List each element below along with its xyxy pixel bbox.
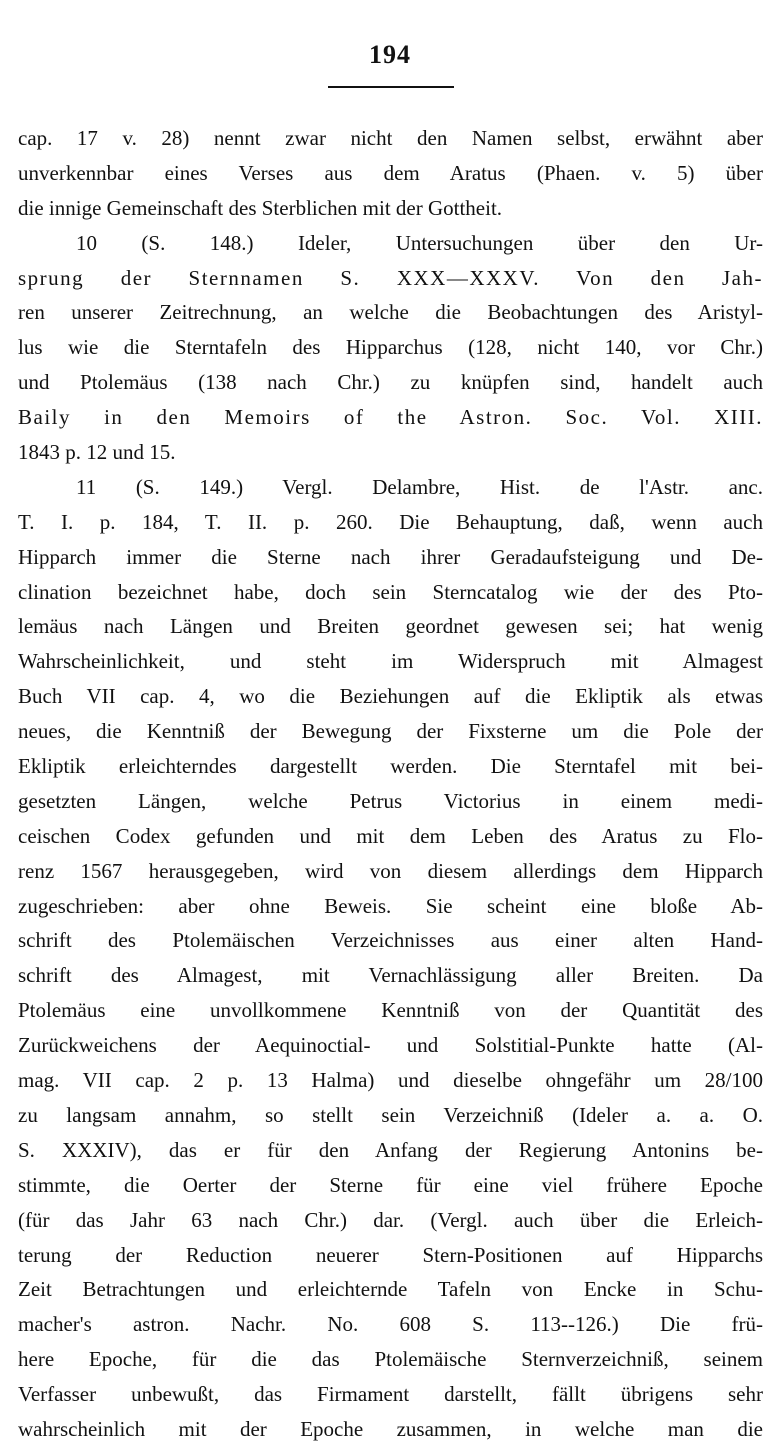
text-line: Baily in den Memoirs of the Astron. Soc. Vol. XIII. — [18, 405, 763, 430]
text-line: schrift des Almagest, mit Vernachlässigung aller Breiten. Da — [18, 963, 763, 988]
text-line: Ptolemäus eine unvollkommene Kenntniß von der Quantität des — [18, 998, 763, 1023]
text-line: Buch VII cap. 4, wo die Beziehungen auf die Ekliptik als etwas — [18, 684, 763, 709]
text-line: renz 1567 herausgegeben, wird von diesem allerdings dem Hipparch — [18, 858, 763, 883]
text-line: S. XXXIV), das er für den Anfang der Regierung Antonins be- — [18, 1137, 763, 1162]
text-line: terung der Reduction neuerer Stern-Positionen auf Hipparchs — [18, 1242, 763, 1267]
text-line: wahrscheinlich mit der Epoche zusammen, in welche man die — [18, 1416, 763, 1441]
text-line: 1843 p. 12 und 15. — [18, 440, 176, 465]
text-line: neues, die Kenntniß der Bewegung der Fixsterne um die Pole der — [18, 719, 763, 744]
text-line: Hipparch immer die Sterne nach ihrer Geradaufsteigung und De- — [18, 544, 763, 569]
text-line: unverkennbar eines Verses aus dem Aratus (Phaen. v. 5) über — [18, 160, 763, 185]
text-line: clination bezeichnet habe, doch sein Sterncatalog wie der des Pto- — [18, 579, 763, 604]
footnote-text — [18, 121, 763, 1447]
text-line: Zeit Betrachtungen und erleichternde Tafeln von Encke in Schu- — [18, 1277, 763, 1302]
text-line: lemäus nach Längen und Breiten geordnet gewesen sei; hat wenig — [18, 614, 763, 639]
text-line: zu langsam annahm, so stellt sein Verzeichniß (Ideler a. a. O. — [18, 1102, 763, 1127]
text-line: die innige Gemeinschaft des Sterblichen mit der Gottheit. — [18, 195, 503, 220]
text-line: Verfasser unbewußt, das Firmament darstellt, fällt übrigens sehr — [18, 1382, 763, 1407]
footnote-10-start: 10 (S. 148.) Ideler, Untersuchungen über den Ur- — [76, 230, 763, 255]
text-line: sprung der Sternnamen S. XXX—XXXV. Von den Jah- — [18, 265, 763, 290]
text-line: Wahrscheinlichkeit, und steht im Widerspruch mit Almagest — [18, 649, 763, 674]
text-line: lus wie die Sterntafeln des Hipparchus (128, nicht 140, vor Chr.) — [18, 335, 763, 360]
text-line: schrift des Ptolemäischen Verzeichnisses aus einer alten Hand- — [18, 928, 763, 953]
text-line: ren unserer Zeitrechnung, an welche die Beobachtungen des Aristyl- — [18, 300, 763, 325]
text-line: cap. 17 v. 28) nennt zwar nicht den Namen selbst, erwähnt aber — [18, 126, 763, 150]
footnote-11-start: 11 (S. 149.) Vergl. Delambre, Hist. de l'Astr. anc. — [76, 474, 763, 499]
text-line: macher's astron. Nachr. No. 608 S. 113--126.) Die frü- — [18, 1312, 763, 1337]
page-number: 194 — [369, 40, 411, 69]
text-line: Ekliptik erleichterndes dargestellt werden. Die Sterntafel mit bei- — [18, 754, 763, 779]
text-line: here Epoche, für die das Ptolemäische Sternverzeichniß, seinem — [18, 1347, 763, 1372]
text-line: zugeschrieben: aber ohne Beweis. Sie scheint eine bloße Ab- — [18, 893, 763, 918]
text-line: T. I. p. 184, T. II. p. 260. Die Behauptung, daß, wenn auch — [18, 509, 763, 534]
text-line: und Ptolemäus (138 nach Chr.) zu knüpfen sind, handelt auch — [18, 370, 763, 395]
text-line: Zurückweichens der Aequinoctial- und Solstitial-Punkte hatte (Al- — [18, 1033, 763, 1058]
text-line: (für das Jahr 63 nach Chr.) dar. (Vergl. auch über die Erleich- — [18, 1207, 763, 1232]
text-line: ceischen Codex gefunden und mit dem Leben des Aratus zu Flo- — [18, 823, 763, 848]
text-line: stimmte, die Oerter der Sterne für eine viel frühere Epoche — [18, 1172, 763, 1197]
header-rule — [328, 86, 454, 88]
text-line: mag. VII cap. 2 p. 13 Halma) und dieselbe ohngefähr um 28/100 — [18, 1068, 763, 1093]
text-line: gesetzten Längen, welche Petrus Victorius in einem medi- — [18, 788, 763, 813]
